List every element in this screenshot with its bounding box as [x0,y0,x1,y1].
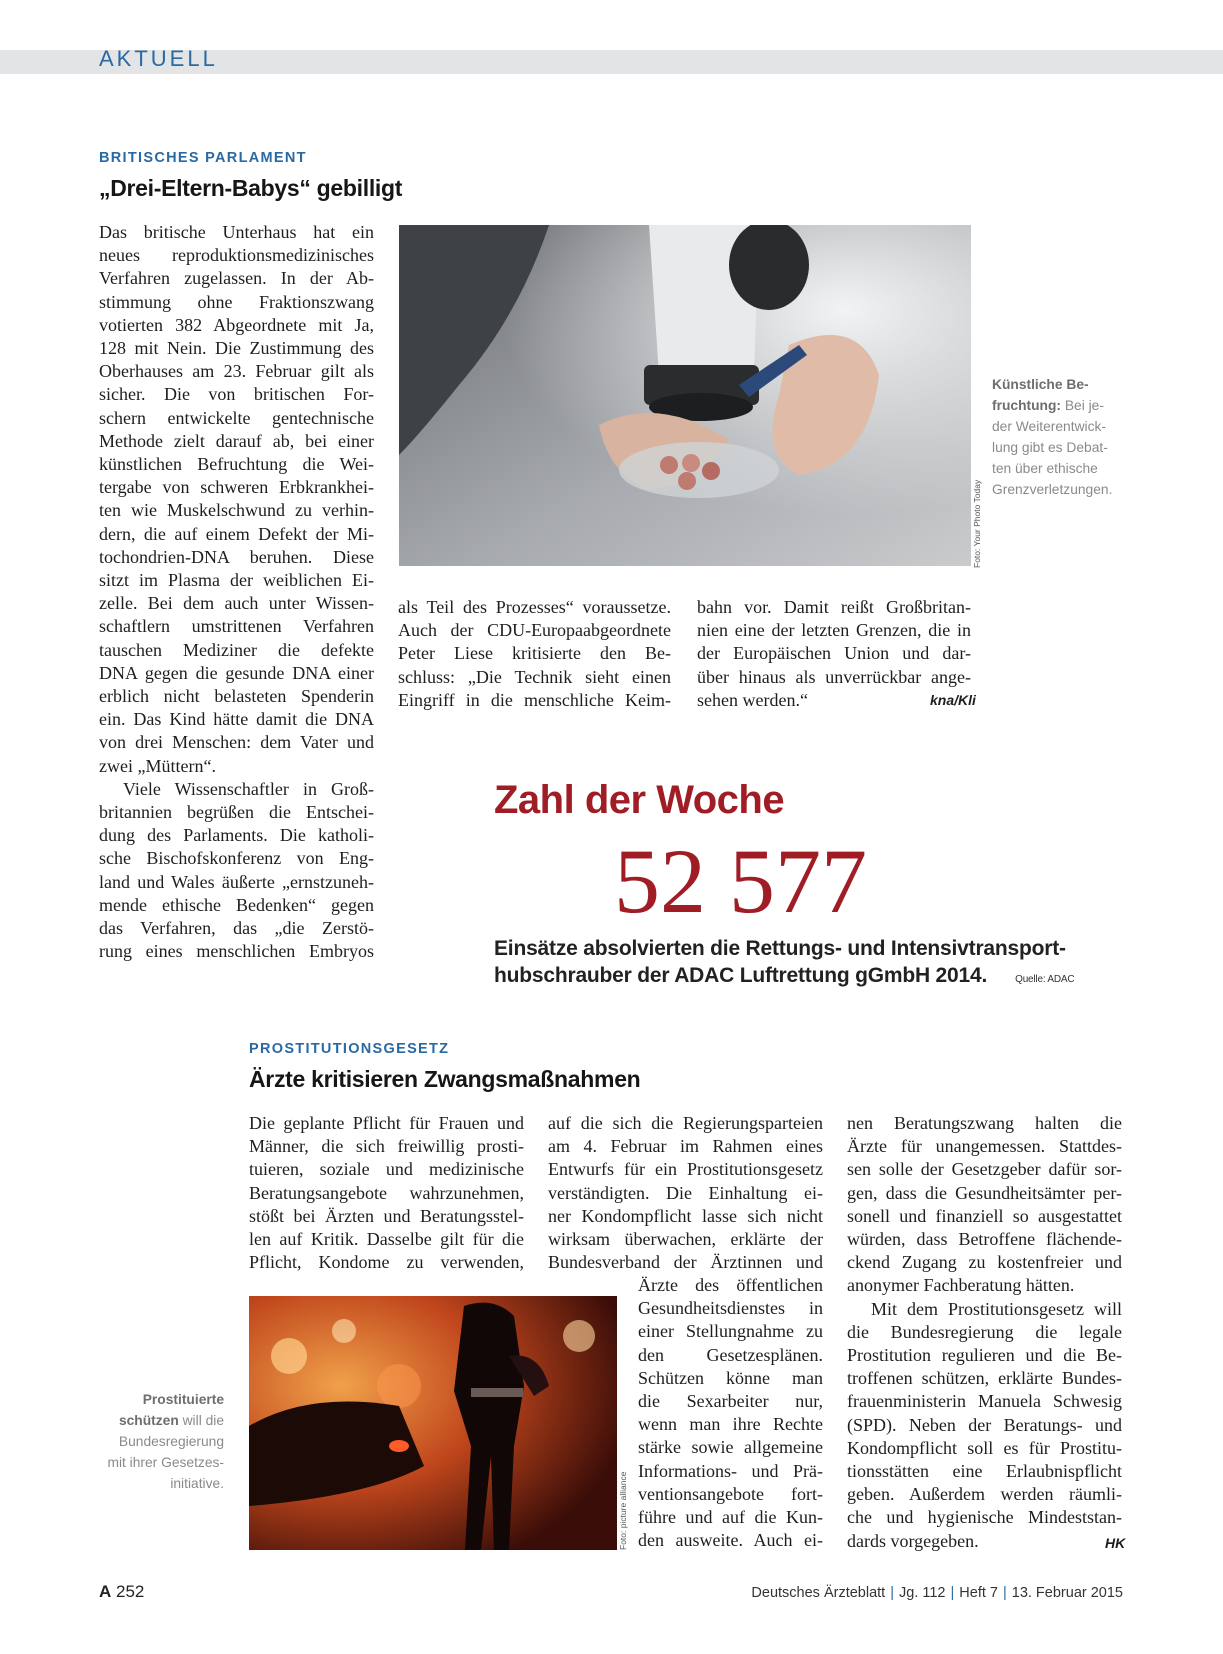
text-line: die Bundesregierung die legale [847,1321,1122,1342]
photo2-caption [96,1389,224,1494]
photo-illustration [249,1296,617,1550]
text-line: rung eines menschlichen Embryos [99,941,374,962]
text-line: stößt bei Ärzten und Beratungsstel- [249,1205,524,1226]
text-line: dung des Parlaments. Die katholi- [99,825,374,846]
caption-line: Grenzverletzungen. [992,482,1113,497]
photo-illustration [399,225,971,566]
text-line: Die geplante Pflicht für Frauen und [249,1113,524,1133]
text-line: gen, dass die Gesundheitsämter per- [847,1182,1122,1203]
text-line: tuieren, soziale und medizinische [249,1159,524,1180]
text-line: Gesundheitsdienstes in [638,1298,823,1319]
text-line: schaftlern umstrittenen Verfahren [99,616,374,637]
text-line: troffenen schützen, erklärte Bundes- [847,1368,1122,1389]
separator: | [1002,1585,1007,1601]
text-line: Schützen könne man [638,1367,823,1388]
text-line: Eingriff in die menschliche Keim- [398,689,671,710]
page-prefix: A [99,1582,112,1601]
zahl-der-woche-description [494,935,1074,993]
article2-signature: HK [1105,1535,1126,1551]
journal-volume: Jg. 112 [899,1585,946,1601]
text-line: den ausweite. Auch ei- [638,1530,823,1551]
text-line: den Gesetzesplänen. [638,1344,823,1365]
text-line: sitzt im Plasma der weiblichen Ei- [99,570,374,591]
caption-line: der Weiterentwick- [992,419,1106,434]
text-line: wenn man ihre Rechte [638,1414,823,1435]
text-line: tionsstätten eine Erlaubnispflicht [847,1461,1122,1482]
photo1-caption [992,374,1122,500]
text-line: sche Bischofskonferenz von Eng- [99,848,374,869]
article2-column-2-narrow [638,1274,823,1552]
article2-kicker: PROSTITUTIONSGESETZ [249,1041,450,1057]
text-line: einer Stellungnahme zu [638,1321,823,1342]
text-line: sonell und finanziell so ausgestattet [847,1205,1122,1226]
text-line: che und hygienische Mindeststan- [847,1507,1122,1528]
text-line: die Sexarbeiter nur, [638,1391,823,1412]
text-line: führe und auf die Kun- [638,1507,823,1528]
caption-line: initiative. [170,1476,224,1491]
text-line: der Europäischen Union und dar- [697,643,971,664]
text-line: neues reproduktionsmedizinisches [99,245,374,266]
text-line: tochondrien-DNA beruhen. Diese [99,546,374,567]
text-line: als Teil des Prozesses“ voraussetze. [398,597,671,617]
description-line: hubschrauber der ADAC Luftrettung gGmbH 2014. Quelle: ADAC [494,964,1075,987]
text-line: land und Wales äußerte „ernstzuneh- [99,871,374,892]
text-line: Bundesverband der Ärztinnen und [548,1252,823,1273]
caption-line: mit ihrer Gesetzes- [107,1455,224,1470]
text-line: dern, die auf einem Defekt der Mi- [99,523,374,544]
article1-column-1 [99,221,374,964]
text-line: Kondompflicht soll es für Prostitu- [847,1437,1122,1458]
text-line: geben. Außerdem werden räumli- [847,1484,1122,1505]
photo1-credit: Foto: Your Photo Today [972,479,982,568]
text-line: am 4. Februar im Rahmen eines [548,1136,823,1157]
text-line: verständigten. Die Einhaltung ei- [548,1182,823,1203]
text-line: votierten 382 Abgeordnete mit Ja, [99,314,374,335]
text-line: Peter Liese kritisierte den Be- [398,643,671,664]
text-line: nen Beratungszwang halten die [847,1113,1122,1133]
caption-line: Prostituierte [142,1392,224,1407]
text-line: würden, dass Betroffene flächende- [847,1229,1122,1250]
text-line: Methode zielt darauf ab, bei einer [99,430,374,451]
article1-signature: kna/Kli [930,692,976,708]
text-line: sicher. Die von britischen For- [99,384,374,405]
text-line: 128 mit Nein. Die Zustimmung des [99,338,374,359]
text-line: von drei Menschen: dem Vater und [99,732,374,753]
text-line: frauenministerin Manuela Schwesig [847,1391,1122,1412]
text-line: ventionsangebote fort- [638,1483,823,1504]
text-line: (SPD). Neben der Beratungs- und [847,1414,1122,1435]
text-line: auf die sich die Regierungsparteien [548,1113,823,1133]
text-line: anonymer Fachberatung hätten. [847,1275,1075,1296]
photo2-credit: Foto: picture alliance [618,1471,628,1550]
journal-date: 13. Februar 2015 [1011,1585,1123,1601]
text-line: zwei „Müttern“. [99,755,216,776]
separator: | [890,1585,894,1601]
text-line: schluss: „Die Technik sieht einen [398,666,671,687]
page-number [99,1582,144,1602]
zahl-source: Quelle: ADAC [1015,974,1075,985]
text-line: Mit dem Prostitutionsgesetz will [871,1298,1122,1319]
journal-footer [751,1585,1123,1601]
caption-line: Bei je- [1064,398,1104,413]
text-line: erblich nicht belasteten Spenderin [99,686,374,707]
text-line: stärke sowie allgemeine [638,1437,823,1458]
text-line: DNA gegen die gesunde DNA einer [99,662,374,683]
text-line: mende ethische Bedenken“ gegen [99,894,374,915]
text-line: Beratungsangebote wahrzunehmen, [249,1182,524,1203]
caption-bold: fruchtung: [992,398,1061,413]
journal-issue: Heft 7 [959,1585,998,1601]
text-line: schern entwickelte gentechnische [99,407,374,428]
caption-bold: schützen [118,1413,179,1428]
text-line: stimmung ohne Fraktionszwang [99,291,374,312]
text-line: Informations- und Prä- [638,1460,823,1481]
text-line: ner Kondompflicht lasse sich nicht [548,1205,823,1226]
text-line: ckend Zugang zu kostenfreier und [847,1252,1122,1273]
page-number-value: 252 [116,1582,145,1601]
text-line: ein. Das Kind hätte damit die DNA [99,709,374,730]
text-line: Verfahren zugelassen. In der Ab- [99,268,374,289]
caption-line: lung gibt es Debat- [992,440,1108,455]
text-line: sehen werden.“ [697,689,808,710]
text-line: tauschen Mediziner die defekte [99,639,374,660]
text-line: künstlichen Befruchtung die Wei- [99,454,374,475]
article2-headline: Ärzte kritisieren Zwangsmaßnahmen [249,1066,641,1092]
text-line: das Verfahren, das „die Zerstö- [99,918,374,939]
caption-line: Bundesregierung [118,1434,224,1449]
text-line: Ärzte für unangemessen. Stattdes- [847,1136,1122,1157]
text-line: sen solle der Gesetzgeber dafür sor- [847,1159,1122,1180]
section-label: AKTUELL [99,46,218,71]
zahl-der-woche-title: Zahl der Woche [494,778,785,822]
text-line: Auch der CDU-Europaabgeordnete [398,620,671,641]
text-line: über hinaus als unverrückbar ange- [697,666,971,687]
text-line: Pflicht, Kondome zu verwenden, [249,1252,524,1273]
caption-line: will die [182,1413,224,1428]
text-line: britannien begrüßen die Entschei- [99,802,374,823]
text-line: Entwurfs für ein Prostitutionsgesetz [548,1159,823,1180]
article2-column-2 [548,1112,823,1274]
journal-name: Deutsches Ärzteblatt [751,1585,886,1601]
zahl-der-woche-number: 52 577 [614,830,867,932]
article1-headline: „Drei-Eltern-Babys“ gebilligt [99,175,403,201]
article2-column-1 [249,1112,524,1274]
article1-kicker: BRITISCHES PARLAMENT [99,150,307,166]
text-line: dards vorgegeben. [847,1530,979,1551]
ivf-microscope-photo [399,225,971,566]
text-line: len auf Kritik. Dasselbe gilt für die [249,1229,524,1250]
article1-column-2 [398,596,671,712]
text-line: zelle. Bei dem auch unter Wissen- [99,593,374,614]
night-street-photo [249,1296,617,1550]
text-line: Prostitution regulieren und die Be- [847,1345,1122,1366]
text-line: Ärzte des öffentlichen [638,1275,823,1295]
article2-column-3 [847,1112,1122,1553]
text-line: Männer, die sich freiwillig prosti- [249,1136,524,1157]
text-line: Das britische Unterhaus hat ein [99,222,374,242]
text-line: tergabe von schweren Erbkrankhei- [99,477,374,498]
caption-line: ten über ethische [992,461,1098,476]
separator: | [950,1585,955,1601]
text-line: ten wie Muskelschwund zu verhin- [99,500,374,521]
description-line: Einsätze absolvierten die Rettungs- und Intensivtransport- [494,937,1066,960]
text-line: Viele Wissenschaftler in Groß- [123,778,374,799]
text-line: Oberhauses am 23. Februar gilt als [99,361,374,382]
caption-line: Künstliche Be- [992,377,1089,392]
text-line: nien eine der letzten Grenzen, die in [697,620,971,641]
text-line: bahn vor. Damit reißt Großbritan- [697,597,971,617]
text-line: wirksam überwachen, erklärte der [548,1229,823,1250]
